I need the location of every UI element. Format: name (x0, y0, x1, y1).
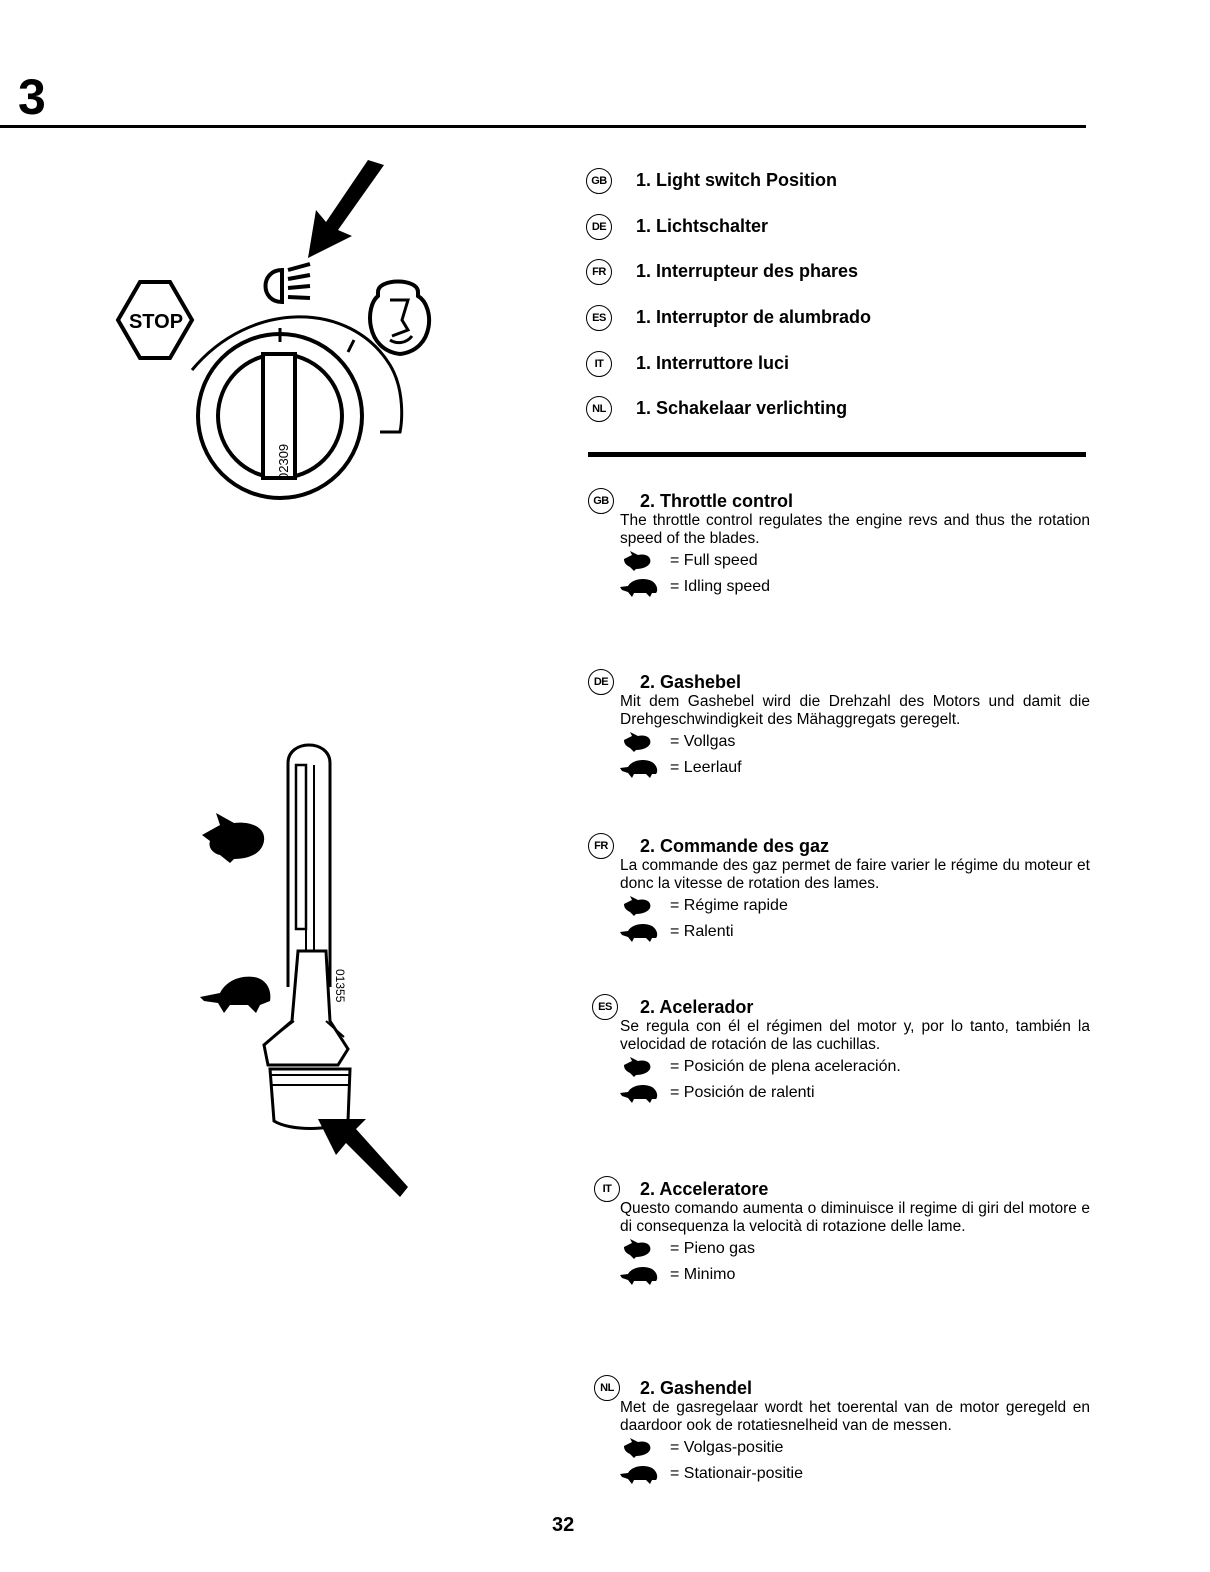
legend-slow (620, 1461, 1090, 1487)
legend-slow (620, 574, 1090, 600)
light-switch-label-fr: 1. Interrupteur des phares (636, 261, 859, 281)
rabbit-icon (620, 1239, 660, 1259)
rabbit-icon (620, 896, 660, 916)
turtle-icon (620, 1083, 660, 1103)
legend-slow (620, 755, 1090, 781)
chapter-number: 3 (18, 69, 46, 125)
lang-badge-nl: NL (594, 1375, 620, 1401)
throttle-section-gb (620, 490, 1090, 600)
section-body: La commande des gaz permet de faire varier le régime du moteur et donc la vitesse de rotation des lames. (620, 857, 1090, 892)
section-body: Se regula con él el régimen del motor y, por lo tanto, también la velocidad de rotación de las cuchillas. (620, 1018, 1090, 1053)
legend-slow-text: = Minimo (670, 1266, 736, 1283)
turtle-icon (200, 977, 270, 1013)
legend-slow-text: = Leerlauf (670, 759, 742, 776)
engine-start-icon (370, 282, 429, 355)
throttle-section-nl (620, 1377, 1090, 1487)
throttle-section-es (620, 996, 1090, 1106)
section-title: 2. Gashebel (640, 672, 742, 692)
lang-badge-es: ES (586, 305, 612, 331)
legend-fast-text: = Pieno gas (670, 1240, 755, 1257)
legend-slow (620, 919, 1090, 945)
turtle-icon (620, 1265, 660, 1285)
legend-fast-text: = Vollgas (670, 733, 736, 750)
rabbit-icon (620, 551, 660, 571)
rabbit-icon (202, 813, 264, 863)
rabbit-icon (620, 1438, 660, 1458)
light-switch-figure (110, 160, 440, 500)
stop-label: STOP (128, 311, 184, 333)
legend-slow-text: = Ralenti (670, 923, 734, 940)
rabbit-icon (620, 732, 660, 752)
legend-slow (620, 1262, 1090, 1288)
light-switch-label-de: 1. Lichtschalter (636, 216, 769, 236)
lang-badge-it: IT (594, 1176, 620, 1202)
legend-slow-text: = Posición de ralenti (670, 1084, 815, 1101)
turtle-icon (620, 577, 660, 597)
section-body: The throttle control regulates the engine revs and thus the rotation speed of the blades. (620, 512, 1090, 547)
lang-badge-es: ES (592, 994, 618, 1020)
lang-badge-it: IT (586, 351, 612, 377)
section-body: Questo comando aumenta o diminuisce il regime di giri del motore e di consequenza la velocità di rotazione delle lame. (620, 1200, 1090, 1235)
section-title: 2. Acceleratore (640, 1179, 769, 1199)
light-switch-label-es: 1. Interruptor de alumbrado (636, 307, 872, 327)
lang-badge-gb: GB (588, 488, 614, 514)
section-title: 2. Commande des gaz (640, 836, 830, 856)
legend-fast (620, 548, 1090, 574)
turtle-icon (620, 758, 660, 778)
page-number: 32 (552, 1514, 575, 1536)
arrow-icon (308, 160, 384, 258)
lang-badge-gb: GB (586, 168, 612, 194)
headlight-icon (266, 264, 311, 302)
legend-slow-text: = Idling speed (670, 578, 771, 595)
throttle-section-de (620, 671, 1090, 781)
light-switch-label-nl: 1. Schakelaar verlichting (636, 398, 848, 418)
legend-fast (620, 893, 1090, 919)
section-title: 2. Gashendel (640, 1378, 753, 1398)
section-divider (588, 452, 1086, 457)
throttle-section-fr (620, 835, 1090, 945)
legend-fast (620, 1435, 1090, 1461)
light-switch-label-it: 1. Interruttore luci (636, 353, 790, 373)
legend-fast-text: = Posición de plena aceleración. (670, 1058, 901, 1075)
section-body: Mit dem Gashebel wird die Drehzahl des Motors und damit die Drehgeschwindigkeit des Mähaggregats geregelt. (620, 693, 1090, 728)
legend-fast-text: = Full speed (670, 552, 758, 569)
lang-badge-nl: NL (586, 396, 612, 422)
legend-fast (620, 1236, 1090, 1262)
lang-badge-fr: FR (586, 259, 612, 285)
section-title: 2. Throttle control (640, 491, 793, 511)
arrow-icon (318, 1119, 408, 1197)
legend-fast-text: = Volgas-positie (670, 1439, 784, 1456)
top-rule (0, 125, 1086, 128)
rabbit-icon (620, 1057, 660, 1077)
section-body: Met de gasregelaar wordt het toerental van de motor geregeld en daardoor ook de rotatiesnelheid van de messen. (620, 1399, 1090, 1434)
turtle-icon (620, 1464, 660, 1484)
light-switch-label-gb: 1. Light switch Position (636, 170, 838, 190)
legend-fast-text: = Régime rapide (670, 897, 788, 914)
section-title: 2. Acelerador (640, 997, 754, 1017)
lang-badge-de: DE (588, 669, 614, 695)
legend-slow-text: = Stationair-positie (670, 1465, 803, 1482)
throttle-part-number: 01355 (333, 969, 347, 1003)
throttle-section-it (620, 1178, 1090, 1288)
legend-fast (620, 1054, 1090, 1080)
switch-part-number: 02309 (276, 443, 291, 480)
lang-badge-de: DE (586, 214, 612, 240)
legend-fast (620, 729, 1090, 755)
turtle-icon (620, 922, 660, 942)
lang-badge-fr: FR (588, 833, 614, 859)
legend-slow (620, 1080, 1090, 1106)
throttle-figure (190, 735, 420, 1205)
